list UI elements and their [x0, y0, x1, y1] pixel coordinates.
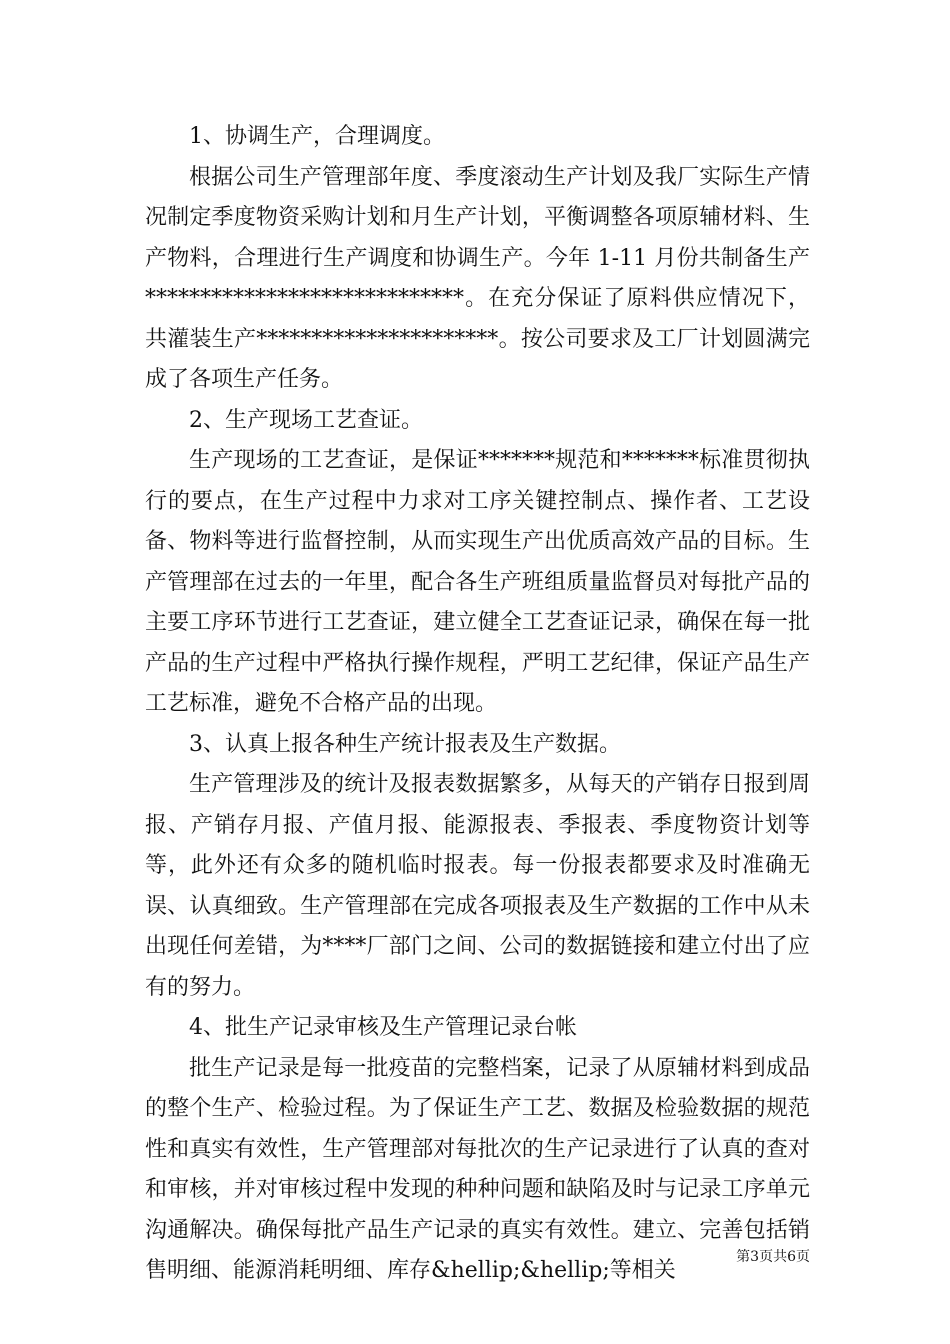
heading-process-verification: 2、生产现场工艺查证。 [189, 407, 423, 433]
paragraph-coordinate-production: 根据公司生产管理部年度、季度滚动生产计划及我厂实际生产情况制定季度物资采购计划和月生产计划，平衡调整各项原辅材料、生产物料，合理进行生产调度和协调生产。今年 1-11 月份共制备生产*****************************。在充分保证了原料供应情况下，共灌装生产**********************。按公司要求及工厂计划圆满完成了各项生产任务。 [145, 164, 810, 392]
paragraph-statistical-reports: 生产管理涉及的统计及报表数据繁多，从每天的产销存日报到周报、产销存月报、产值月报、能源报表、季报表、季度物资计划等等，此外还有众多的随机临时报表。每一份报表都要求及时准确无误、认真细致。生产管理部在完成各项报表及生产数据的工作中从未出现任何差错，为****厂部门之间、公司的数据链接和建立付出了应有的努力。 [145, 772, 810, 1000]
document-body [145, 117, 810, 1292]
heading-statistical-reports: 3、认真上报各种生产统计报表及生产数据。 [189, 731, 621, 757]
heading-coordinate-production: 1、协调生产，合理调度。 [189, 124, 445, 149]
page-number-footer: 第3页共6页 [736, 1249, 810, 1265]
paragraph-batch-record-review: 批生产记录是每一批疫苗的完整档案，记录了从原辅材料到成品的整个生产、检验过程。为了保证生产工艺、数据及检验数据的规范性和真实有效性，生产管理部对每批次的生产记录进行了认真的查对和审核，并对审核过程中发现的种种问题和缺陷及时与记录工序单元沟通解决。确保每批产品生产记录的真实有效性。建立、完善包括销售明细、能源消耗明细、库存&hellip;&hellip;等相关 [145, 1055, 810, 1283]
paragraph-process-verification: 生产现场的工艺查证，是保证*******规范和*******标准贯彻执行的要点，在生产过程中力求对工序关键控制点、操作者、工艺设备、物料等进行监督控制，从而实现生产出优质高效产品的目标。生产管理部在过去的一年里，配合各生产班组质量监督员对每批产品的主要工序环节进行工艺查证，建立健全工艺查证记录，确保在每一批产品的生产过程中严格执行操作规程，严明工艺纪律，保证产品生产工艺标准，避免不合格产品的出现。 [145, 448, 810, 716]
heading-batch-record-review: 4、批生产记录审核及生产管理记录台帐 [189, 1015, 577, 1040]
